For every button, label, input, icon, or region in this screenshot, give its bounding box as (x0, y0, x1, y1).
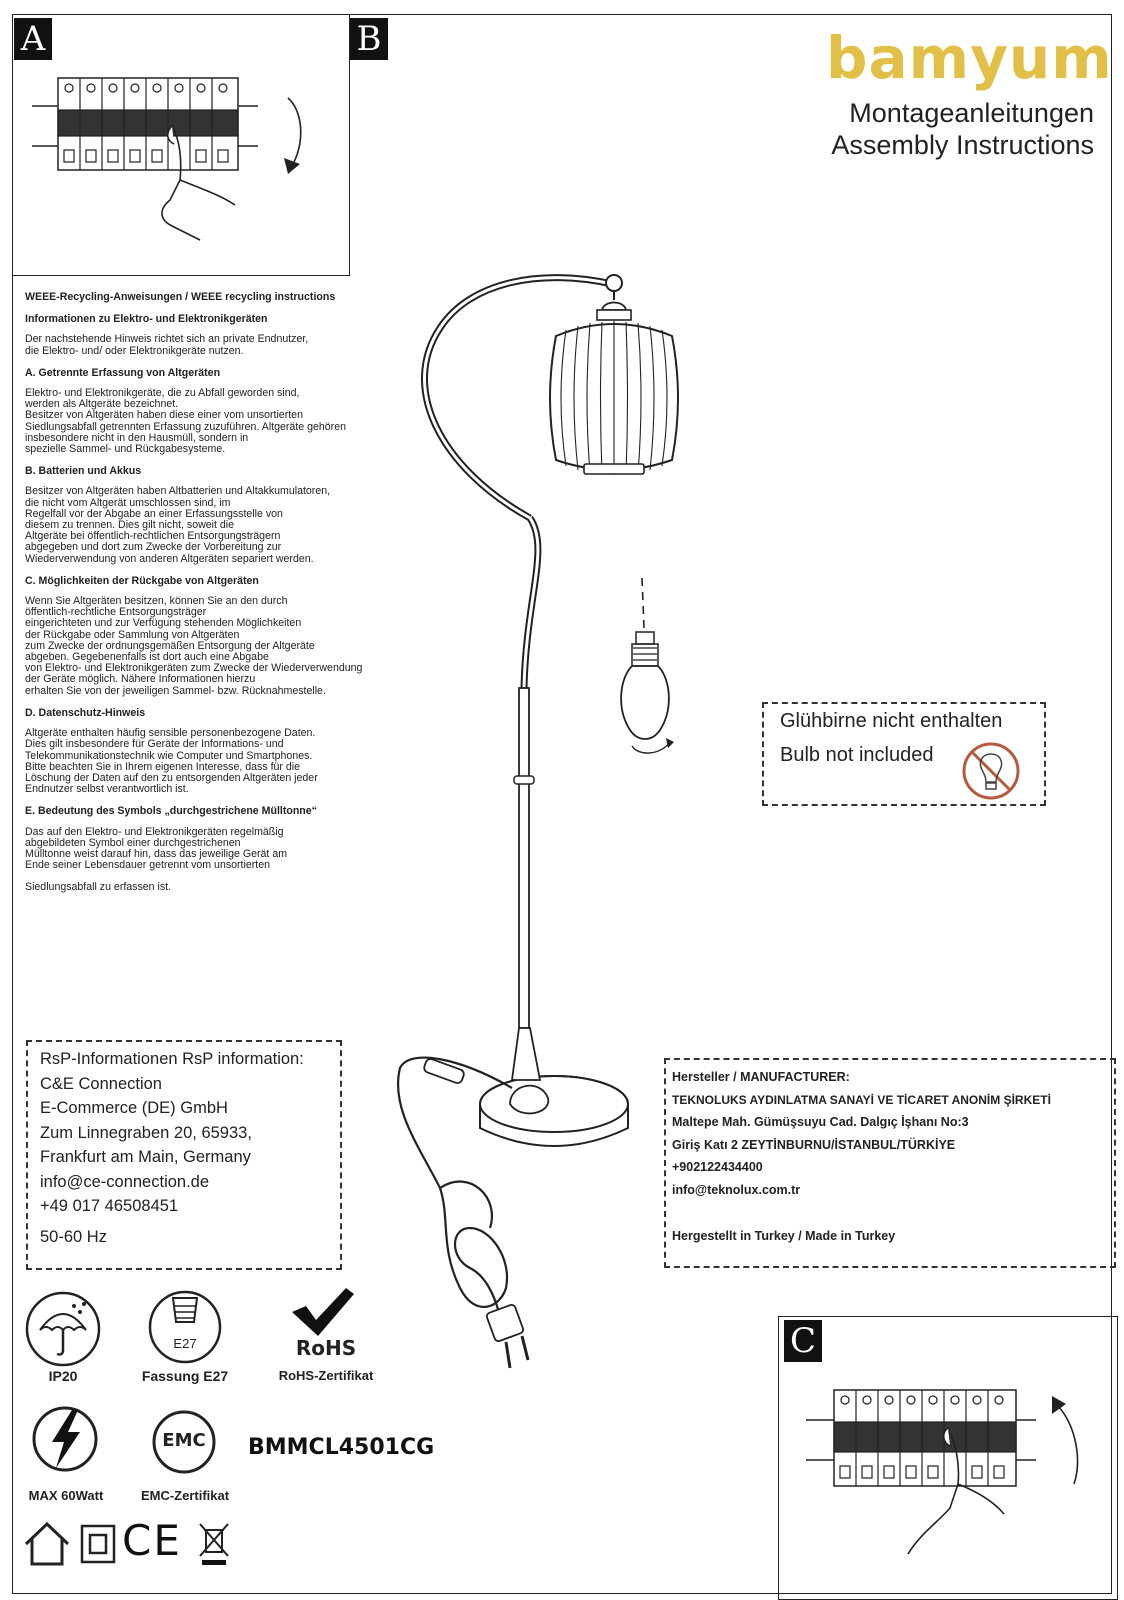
weee-section-text: Das auf den Elektro- und Elektronikgeräten regelmäßig abgebildeten Symbol einer durchgestrichenen Mülltonne weist darauf hin, dass das jeweilige Gerät am Ende seiner Lebensdauer getrennt vom unsortierten (25, 825, 288, 872)
rsp-line: +49 017 46508451 (40, 1197, 179, 1215)
weee-info-heading: Informationen zu Elektro- und Elektronikgeräten (25, 313, 268, 326)
manufacturer-box (664, 1058, 1116, 1268)
manufacturer-line: info@teknolux.com.tr (672, 1182, 801, 1197)
weee-section-text: Altgeräte enthalten häufig sensible personenbezogene Daten. Dies gilt insbesondere für Geräte der Informations- und Telekommunikationstechnik wie Computer und Smartphones. Bitte beachten Sie in Ihrem eigenen Interesse, dass für die Löschung der Daten auf den zu entsorgenden Altgeräten jeder Endnutzer selbst verantwortlich ist. (25, 727, 318, 796)
emc-caption: EMC-Zertifikat (140, 1488, 230, 1503)
step-b-label: B (350, 18, 388, 60)
weee-section-text: Elektro- und Elektronikgeräte, die zu Abfall geworden sind, werden als Altgeräte bezeichnet. Besitzer von Altgeräten haben diese einer vom unsortierten Siedlungsabfall getrennten Erfassung zuzuführen. Altgeräte gehören insbesondere nicht in den Hausmüll, sondern in spezielle Sammel- und Rückgabesysteme. (25, 387, 346, 456)
weee-section-text: Wenn Sie Altgeräten besitzen, können Sie an den durch öffentlich-rechtliche Entsorgungsträger eingerichteten und zur Verfügung stehenden Möglichkeiten der Rückgabe oder Sammlung von Altgeräten zum Zwecke der ordnungsgemäßen Entsorgung der Altgeräte abgeben. Gegebenenfalls ist dort auch eine Abgabe von Elektro- und Elektronikgeräten zum Zwecke der Wiederverwendung der Geräte möglich. Nähere Informationen hierzu erhalten Sie von der jeweiligen Sammel- bzw. Rücknahmestelle. (25, 595, 363, 697)
max-power-caption: MAX 60Watt (28, 1488, 104, 1503)
rohs-checkmark-icon (288, 1286, 358, 1340)
step-a-label: A (14, 18, 52, 60)
ce-mark: CE (122, 1516, 182, 1565)
breaker-switch-on-illustration (804, 1384, 1104, 1574)
floor-lamp-illustration (380, 268, 710, 1368)
crossed-bin-icon (198, 1522, 230, 1566)
emc-mark: EMC (162, 1430, 206, 1451)
no-bulb-icon (960, 740, 1022, 802)
rsp-line: 50-60 Hz (40, 1227, 107, 1246)
manufacturer-line: +902122434400 (672, 1160, 763, 1174)
weee-section-heading: C. Möglichkeiten der Rückgabe von Altgeräten (25, 574, 259, 587)
bulb-not-included-en: Bulb not included (780, 744, 934, 766)
weee-section-heading: B. Batterien und Akkus (25, 465, 142, 478)
made-in-line: Hergestellt in Turkey / Made in Turkey (672, 1229, 896, 1243)
max-power-lightning-icon (30, 1404, 100, 1474)
manufacturer-line: Hersteller / MANUFACTURER: (672, 1070, 850, 1084)
step-c-label: C (784, 1320, 822, 1362)
e27-socket-icon (148, 1288, 222, 1366)
subtitle-en: Assembly Instructions (831, 130, 1094, 160)
rsp-line: Zum Linnegraben 20, 65933, (40, 1123, 252, 1142)
weee-intro: Der nachstehende Hinweis richtet sich an private Endnutzer, die Elektro- und/ oder Elektronikgeräte nutzen. (25, 333, 309, 357)
weee-section-heading: A. Getrennte Erfassung von Altgeräten (25, 366, 221, 379)
indoor-use-house-icon (22, 1520, 72, 1568)
e27-badge: E27 (173, 1336, 197, 1351)
brand-logo: bamyum (826, 24, 1113, 92)
rsp-line: info@ce-connection.de (40, 1172, 210, 1191)
rsp-line: Frankfurt am Main, Germany (40, 1148, 251, 1166)
breaker-switch-off-illustration (30, 70, 330, 250)
rsp-line: C&E Connection (40, 1074, 162, 1093)
class-ii-insulation-icon (80, 1524, 116, 1564)
manufacturer-line: TEKNOLUKS AYDINLATMA SANAYİ VE TİCARET ANONİM ŞİRKETİ (672, 1092, 1051, 1107)
ip20-caption: IP20 (48, 1368, 78, 1384)
rohs-caption: RoHS-Zertifikat (278, 1368, 374, 1383)
rsp-line: RsP-Informationen RsP information: (40, 1050, 304, 1068)
model-number: BMMCL4501CG (248, 1435, 435, 1460)
weee-section-heading: D. Datenschutz-Hinweis (25, 706, 146, 719)
rsp-line: E-Commerce (DE) GmbH (40, 1099, 228, 1117)
weee-closing: Siedlungsabfall zu erfassen ist. (25, 881, 172, 894)
rsp-info-box (26, 1040, 342, 1270)
bulb-not-included-de: Glühbirne nicht enthalten (780, 710, 1003, 732)
manufacturer-line: Giriş Katı 2 ZEYTİNBURNU/İSTANBUL/TÜRKİYE (672, 1137, 956, 1152)
weee-section-heading: E. Bedeutung des Symbols „durchgestrichene Mülltonne“ (25, 805, 317, 818)
weee-title: WEEE-Recycling-Anweisungen / WEEE recycling instructions (25, 291, 336, 303)
manufacturer-line: Maltepe Mah. Gümüşsuyu Cad. Dalgıç İşhanı No:3 (672, 1115, 969, 1129)
ip20-umbrella-icon (24, 1290, 102, 1368)
e27-caption: Fassung E27 (141, 1368, 229, 1384)
weee-section-text: Besitzer von Altgeräten haben Altbatterien und Altakkumulatoren, die nicht vom Altgerät umschlossen sind, im Regelfall vor der Abgabe an einer Erfassungsstelle von diesem zu trennen. Dies gilt nicht, soweit die Altgeräte bei öffentlich-rechtlichen Entsorgungsträgern abgegeben und dort zum Zwecke der Vorbereitung zur Wiederverwendung von anderen Altgeräten separiert werden. (25, 485, 331, 565)
rohs-mark: RoHS (295, 1336, 357, 1360)
subtitle-de: Montageanleitungen (849, 98, 1094, 128)
